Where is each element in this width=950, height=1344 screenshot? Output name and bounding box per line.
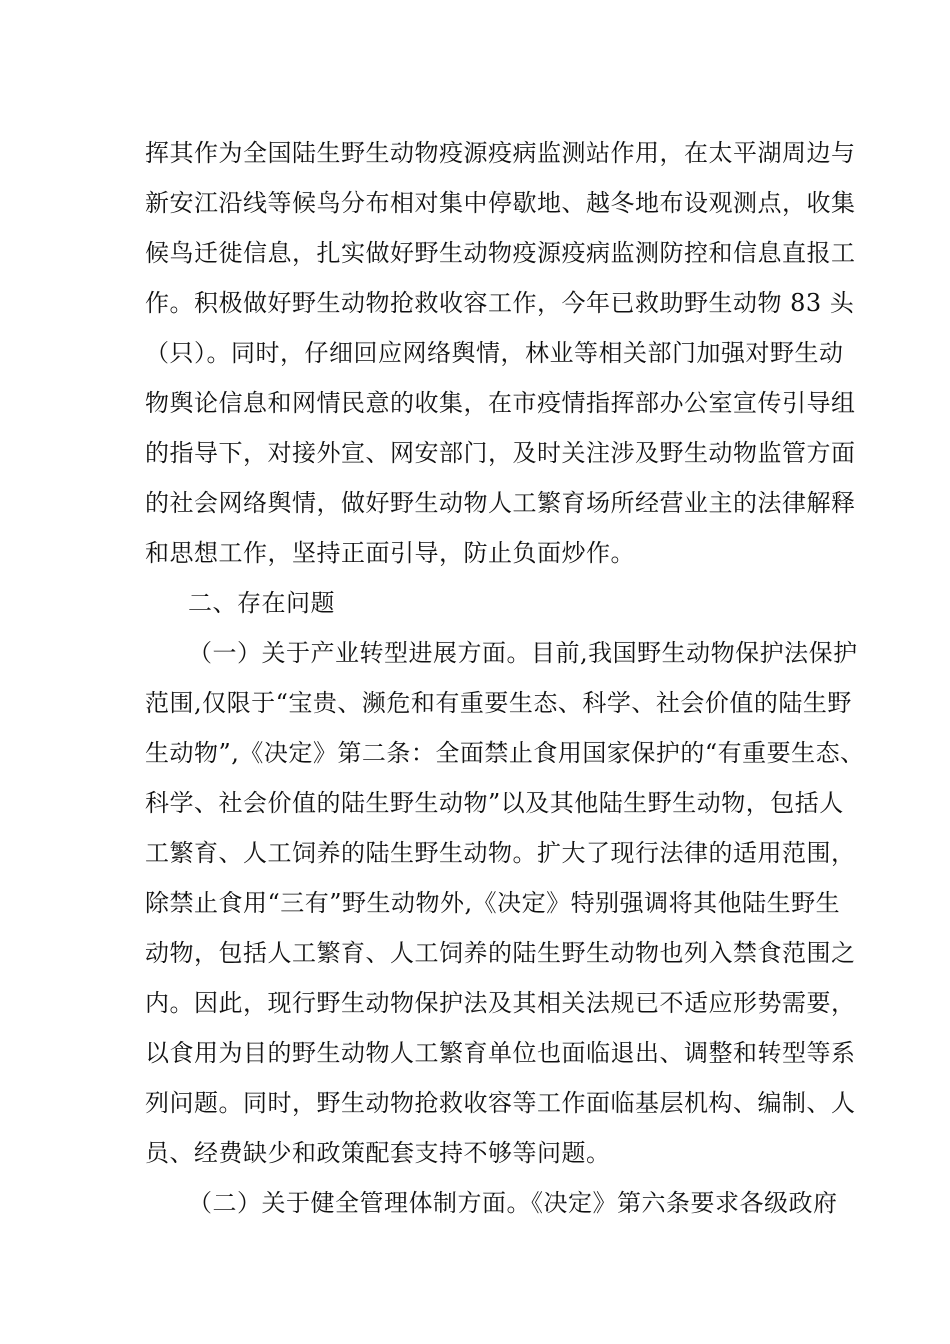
- section-heading: 二、存在问题: [188, 589, 335, 617]
- paragraph-1-line-3: 候鸟迁徙信息，扎实做好野生动物疫源疫病监测防控和信息直报工: [145, 239, 856, 267]
- paragraph-1-line-5: （只）。同时，仔细回应网络舆情，林业等相关部门加强对野生动: [145, 339, 844, 367]
- paragraph-1-line-9: 和思想工作，坚持正面引导，防止负面炒作。: [145, 539, 635, 567]
- paragraph-1-line-1: 挥其作为全国陆生野生动物疫源疫病监测站作用，在太平湖周边与: [145, 139, 856, 167]
- paragraph-1-line-2: 新安江沿线等候鸟分布相对集中停歇地、越冬地布设观测点，收集: [145, 189, 856, 217]
- paragraph-1-line-7: 的指导下，对接外宣、网安部门，及时关注涉及野生动物监管方面: [145, 439, 856, 467]
- paragraph-1-line-6: 物舆论信息和网情民意的收集，在市疫情指挥部办公室宣传引导组: [145, 389, 856, 417]
- paragraph-3-line-7: 动物，包括人工繁育、人工饲养的陆生野生动物也列入禁食范围之: [145, 939, 856, 967]
- paragraph-1-line-4: 作。积极做好野生动物抢救收容工作，今年已救助野生动物 83 头: [145, 289, 855, 317]
- paragraph-1-line-8: 的社会网络舆情，做好野生动物人工繁育场所经营业主的法律解释: [145, 489, 856, 517]
- paragraph-3-line-8: 内。因此，现行野生动物保护法及其相关法规已不适应形势需要，: [145, 989, 856, 1017]
- paragraph-3-line-2: 范围,仅限于“宝贵、濒危和有重要生态、科学、社会价值的陆生野: [145, 689, 852, 717]
- paragraph-3-line-3: 生动物”,《决定》第二条：全面禁止食用国家保护的“有重要生态、: [145, 739, 865, 767]
- paragraph-3-line-5: 工繁育、人工饲养的陆生野生动物。扩大了现行法律的适用范围，: [145, 839, 856, 867]
- paragraph-3-line-11: 员、经费缺少和政策配套支持不够等问题。: [145, 1139, 611, 1167]
- paragraph-3-line-4: 科学、社会价值的陆生野生动物”以及其他陆生野生动物，包括人: [145, 789, 844, 817]
- paragraph-3-line-9: 以食用为目的野生动物人工繁育单位也面临退出、调整和转型等系: [145, 1039, 856, 1067]
- paragraph-3-line-1: （一）关于产业转型进展方面。目前,我国野生动物保护法保护: [188, 639, 858, 667]
- paragraph-3-line-10: 列问题。同时，野生动物抢救收容等工作面临基层机构、编制、人: [145, 1089, 856, 1117]
- paragraph-3-line-6: 除禁止食用“三有”野生动物外,《决定》特别强调将其他陆生野生: [145, 889, 841, 917]
- paragraph-4-line-1: （二）关于健全管理体制方面。《决定》第六条要求各级政府: [188, 1189, 838, 1217]
